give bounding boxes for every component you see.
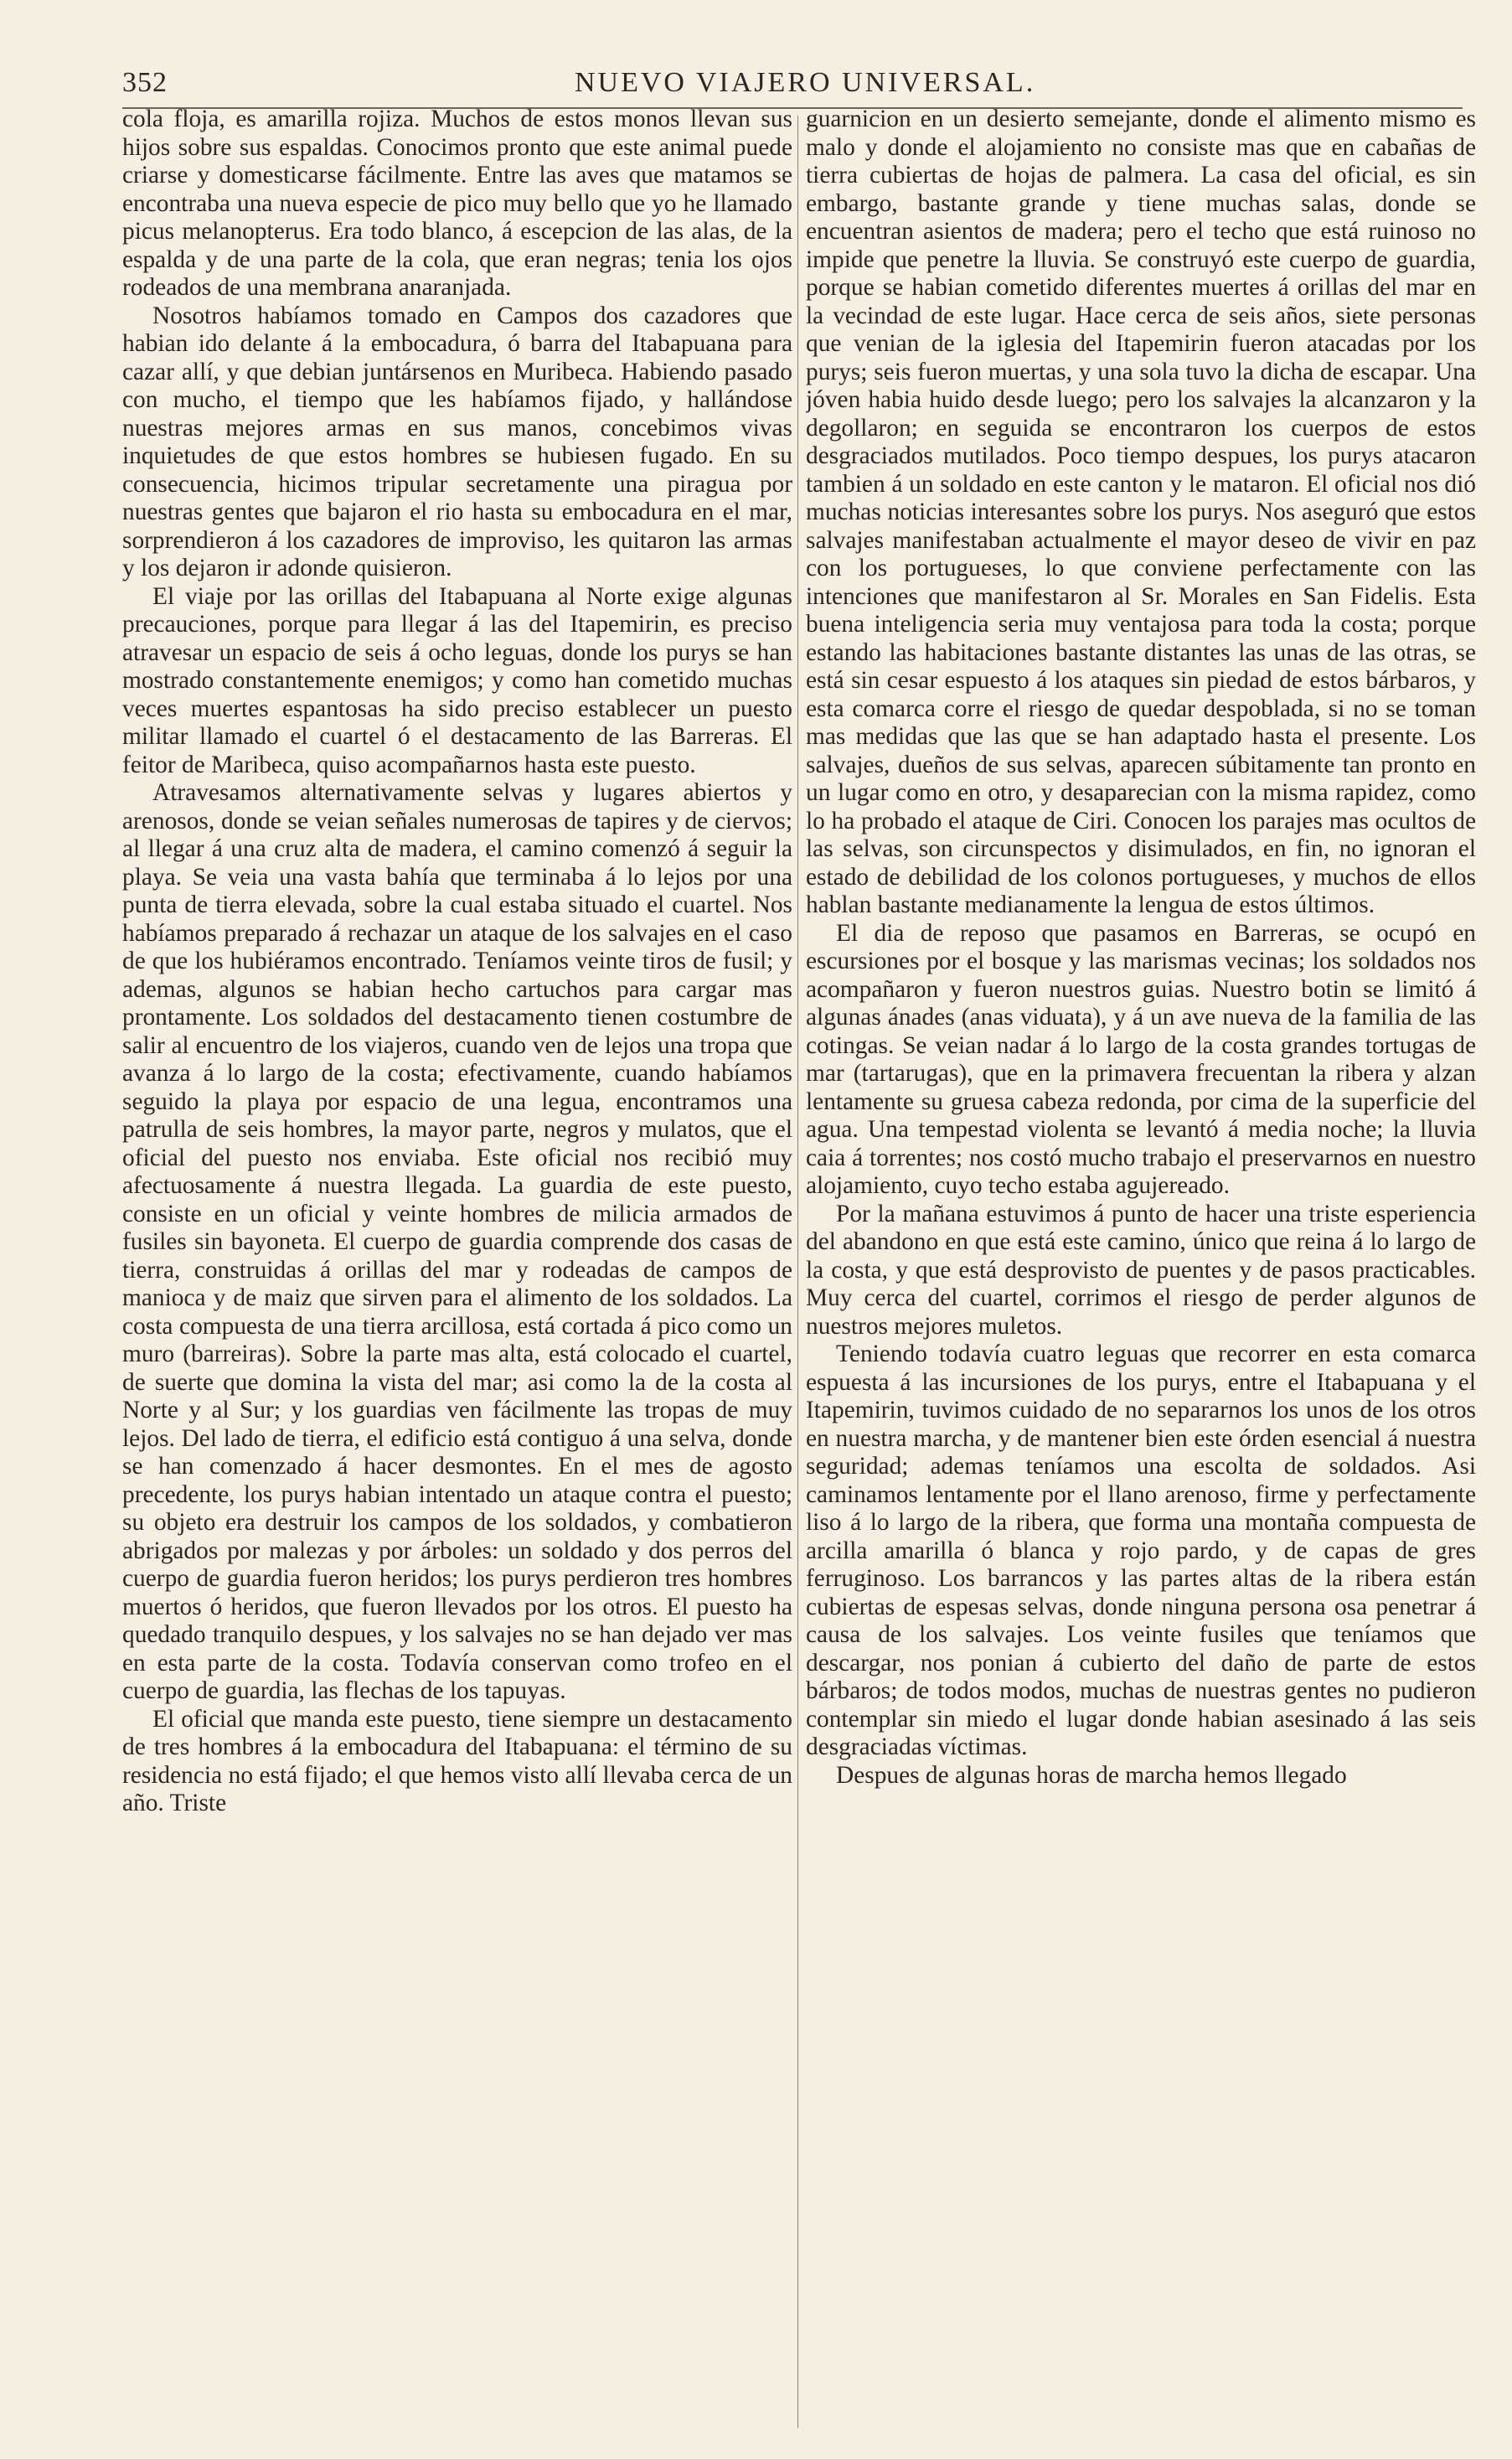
paragraph: guarnicion en un desierto semejante, donde el alimento mismo es malo y donde el alojamiento no consiste mas que en cabañas de tierra cubiertas de hojas de palmera. La casa del oficial, es sin embargo, bastante grande y tiene muchas salas, donde se encuentran asientos de madera; pero el techo que está ruinoso no impide que penetre la lluvia. Se construyó este cuerpo de guardia, porque se habian cometido diferentes muertes á orillas del mar en la vecindad de este lugar. Hace cerca de seis años, siete personas que venian de la iglesia del Itapemirin fueron atacadas por los purys; seis fueron muertas, y una sola tuvo la dicha de escapar. Una jóven habia huido desde luego; pero los salvajes la alcanzaron y la degollaron; en seguida se encontraron los cuerpos de estos desgraciados mutilados. Poco tiempo despues, los purys atacaron tambien á un soldado en este canton y le mataron. El oficial nos dió muchas noticias interesantes sobre los purys. Nos aseguró que estos salvajes manifestaban actualmente el mayor deseo de vivir en paz con los portugueses, lo que conviene perfectamente con las intenciones que manifestaron al Sr. Morales en San Fidelis. Esta buena inteligencia seria muy ventajosa para toda la costa; porque estando las habitaciones bastante distantes las unas de las otras, se está sin cesar espuesto á los ataques sin piedad de estos bárbaros, y esta comarca corre el riesgo de quedar despoblada, si no se toman mas medidas que las que se han adaptado hasta el presente. Los salvajes, dueños de sus selvas, aparecen súbitamente tan pronto en un lugar como en otro, y desaparecian con la misma rapidez, como lo ha probado el ataque de Ciri. Conocen los parajes mas ocultos de las selvas, son circunspectos y disimulados, en fin, no ignoran el estado de debilidad de los colonos portugueses, y muchos de ellos hablan bastante medianamente la lengua de estos últimos. [806, 106, 1476, 918]
paragraph: El oficial que manda este puesto, tiene siempre un destacamento de tres hombres á la embocadura del Itabapuana: el término de su residencia no está fijado; el que hemos visto allí llevaba cerca de un año. Triste [122, 1705, 792, 1816]
paragraph: Nosotros habíamos tomado en Campos dos cazadores que habian ido delante á la embocadura, ó barra del Itabapuana para cazar allí, y que debian juntársenos en Muribeca. Habiendo pasado con mucho, el tiempo que les habíamos fijado, y hallándose nuestras mejores armas en sus manos, concebimos vivas inquietudes de que estos hombres se hubiesen fugado. En su consecuencia, hicimos tripular secretamente una piragua por nuestras gentes que bajaron el rio hasta su embocadura en el mar, sorprendieron á los cazadores de improviso, les quitaron las armas y los dejaron ir adonde quisieron. [122, 302, 792, 581]
paragraph: Teniendo todavía cuatro leguas que recorrer en esta comarca espuesta á las incursiones de los purys, entre el Itabapuana y el Itapemirin, tuvimos cuidado de no separarnos los unos de los otros en nuestra marcha, y de mantener bien este órden esencial á nuestra seguridad; ademas teníamos una escolta de soldados. Asi caminamos lentamente por el llano arenoso, firme y perfectamente liso á lo largo de la ribera, que forma una montaña compuesta de arcilla amarilla ó blanca y rojo pardo, y de capas de gres ferruginoso. Los barrancos y las partes altas de la ribera están cubiertas de espesas selvas, donde ninguna persona osa penetrar á causa de los salvajes. Los veinte fusiles que teníamos que descargar, nos ponian á cubierto del daño de parte de estos bárbaros; de todos modos, muchas de nuestras gentes no pudieron contemplar sin miedo el lugar donde habian asesinado á las seis desgraciadas víctimas. [806, 1341, 1476, 1760]
page-number: 352 [122, 67, 168, 98]
paragraph: El dia de reposo que pasamos en Barreras, se ocupó en escursiones por el bosque y las marismas vecinas; los soldados nos acompañaron y fueron nuestros guias. Nuestro botin se limitó á algunas ánades (anas viduata), y á un ave nueva de la familia de las cotingas. Se veian nadar á lo largo de la costa grandes tortugas de mar (tartarugas), que en la primavera frecuentan la ribera y alzan lentamente su gruesa cabeza redonda, por cima de la superficie del agua. Una tempestad violenta se levantó á media noche; la lluvia caia á torrentes; nos costó mucho trabajo el preservarnos en nuestro alojamiento, cuyo techo estaba agujereado. [806, 919, 1476, 1199]
column-divider [797, 116, 798, 2428]
paragraph: cola floja, es amarilla rojiza. Muchos de estos monos llevan sus hijos sobre sus espaldas. Conocimos pronto que este animal puede criarse y domesticarse fácilmente. Entre las aves que matamos se encontraba una nueva especie de pico muy bello que yo he llamado picus melanopterus. Era todo blanco, á escepcion de las alas, de la espalda y de una parte de la cola, que eran negras; tenia los ojos rodeados de una membrana anaranjada. [122, 106, 792, 301]
paragraph: Atravesamos alternativamente selvas y lugares abiertos y arenosos, donde se veian señales numerosas de tapires y de ciervos; al llegar á una cruz alta de madera, el camino comenzó á seguir la playa. Se veia una vasta bahía que terminaba á lo lejos por una punta de tierra elevada, sobre la cual estaba situado el cuartel. Nos habíamos preparado á rechazar un ataque de los salvajes en el caso de que los hubiéramos encontrado. Teníamos veinte tiros de fusil; y ademas, algunos se habian hecho cartuchos para cargar mas prontamente. Los soldados del destacamento tienen costumbre de salir al encuentro de los viajeros, cuando ven de lejos una tropa que avanza á lo largo de la costa; efectivamente, cuando habíamos seguido la playa por espacio de una legua, encontramos una patrulla de seis hombres, la mayor parte, negros y mulatos, que el oficial del puesto nos enviaba. Este oficial nos recibió muy afectuosamente á nuestra llegada. La guardia de este puesto, consiste en un oficial y veinte hombres de milicia armados de fusiles sin bayoneta. El cuerpo de guardia comprende dos casas de tierra, construidas á orillas del mar y rodeadas de campos de manioca y de maiz que sirven para el alimento de los soldados. La costa compuesta de una tierra arcillosa, está cortada á pico como un muro (barreiras). Sobre la parte mas alta, está colocado el cuartel, de suerte que domina la vista del mar; asi como la de la costa al Norte y al Sur; y los guardias ven fácilmente las tropas de muy lejos. Del lado de tierra, el edificio está contiguo á una selva, donde se han comenzado á hacer desmontes. En el mes de agosto precedente, los purys habian intentado un ataque contra el puesto; su objeto era destruir los campos de los soldados, y combatieron abrigados por malezas y por árboles: un soldado y dos perros del cuerpo de guardia fueron heridos; los purys perdieron tres hombres muertos ó heridos, que fueron llevados por los otros. El puesto ha quedado tranquilo despues, y los salvajes no se han dejado ver mas en esta parte de la costa. Todavía conservan como trofeo en el cuerpo de guardia, las flechas de los tapuyas. [122, 779, 792, 1704]
paragraph: El viaje por las orillas del Itabapuana al Norte exige algunas precauciones, porque para llegar á las del Itapemirin, es preciso atravesar un espacio de seis á ocho leguas, donde los purys se han mostrado constantemente enemigos; y como han cometido muchas veces muertes espantosas ha sido preciso establecer un puesto militar llamado el cuartel ó el destacamento de las Barreras. El feitor de Maribeca, quiso acompañarnos hasta este puesto. [122, 582, 792, 778]
running-title: NUEVO VIAJERO UNIVERSAL. [575, 67, 1036, 98]
left-column [122, 106, 792, 2443]
right-column [806, 106, 1476, 2443]
paragraph: Por la mañana estuvimos á punto de hacer una triste esperiencia del abandono en que está este camino, único que reina á lo largo de la costa, y que está desprovisto de puentes y de pasos practicables. Muy cerca del cuartel, corrimos el riesgo de perder algunos de nuestros mejores muletos. [806, 1200, 1476, 1340]
running-head [122, 67, 1463, 111]
paragraph: Despues de algunas horas de marcha hemos llegado [836, 1761, 1347, 1789]
